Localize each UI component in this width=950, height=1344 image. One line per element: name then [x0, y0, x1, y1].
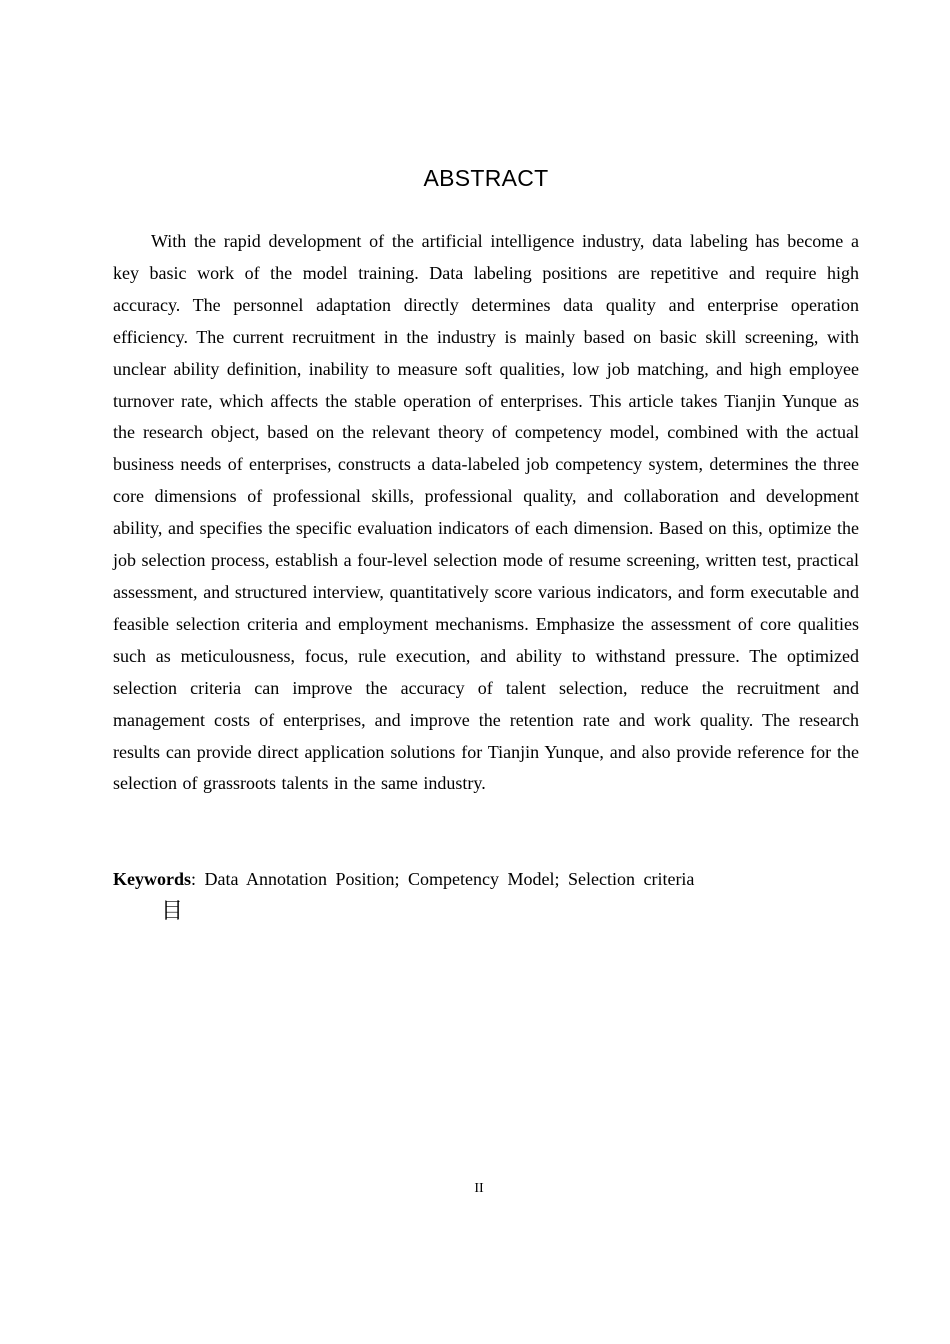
abstract-paragraph: With the rapid development of the artificial intelligence industry, data labeling has become a key basic work of the model training. Data labeling positions are repetitive and require high accuracy. The personnel adaptation directly determines data quality and enterprise operation efficiency. The current recruitment in the industry is mainly based on basic skill screening, with unclear ability definition, inability to measure soft qualities, low job matching, and high employee turnover rate, which affects the stable operation of enterprises. This article takes Tianjin Yunque as the research object, based on the relevant theory of competency model, combined with the actual business needs of enterprises, constructs a data-labeled job competency system, determines the three core dimensions of professional skills, professional quality, and collaboration and development ability, and specifies the specific evaluation indicators of each dimension. Based on this, optimize the job selection process, establish a four-level selection mode of resume screening, written test, practical assessment, and structured interview, quantitatively score various indicators, and form executable and feasible selection criteria and employment mechanisms. Emphasize the assessment of core qualities such as meticulousness, focus, rule execution, and ability to withstand pressure. The optimized selection criteria can improve the accuracy of talent selection, reduce the recruitment and management costs of enterprises, and improve the retention rate and work quality. The research results can provide direct application solutions for Tianjin Yunque, and also provide reference for the selection of grassroots talents in the same industry. [113, 231, 859, 794]
keywords-label: Keywords [113, 869, 191, 889]
page-number: II [474, 1181, 484, 1196]
toc-heading-fragment: 目 [161, 899, 184, 924]
keywords-text: Data Annotation Position; Competency Model; Selection criteria [204, 869, 695, 889]
keywords-line [113, 864, 859, 896]
keywords-separator: : [191, 869, 205, 889]
abstract-title: ABSTRACT [423, 165, 549, 191]
